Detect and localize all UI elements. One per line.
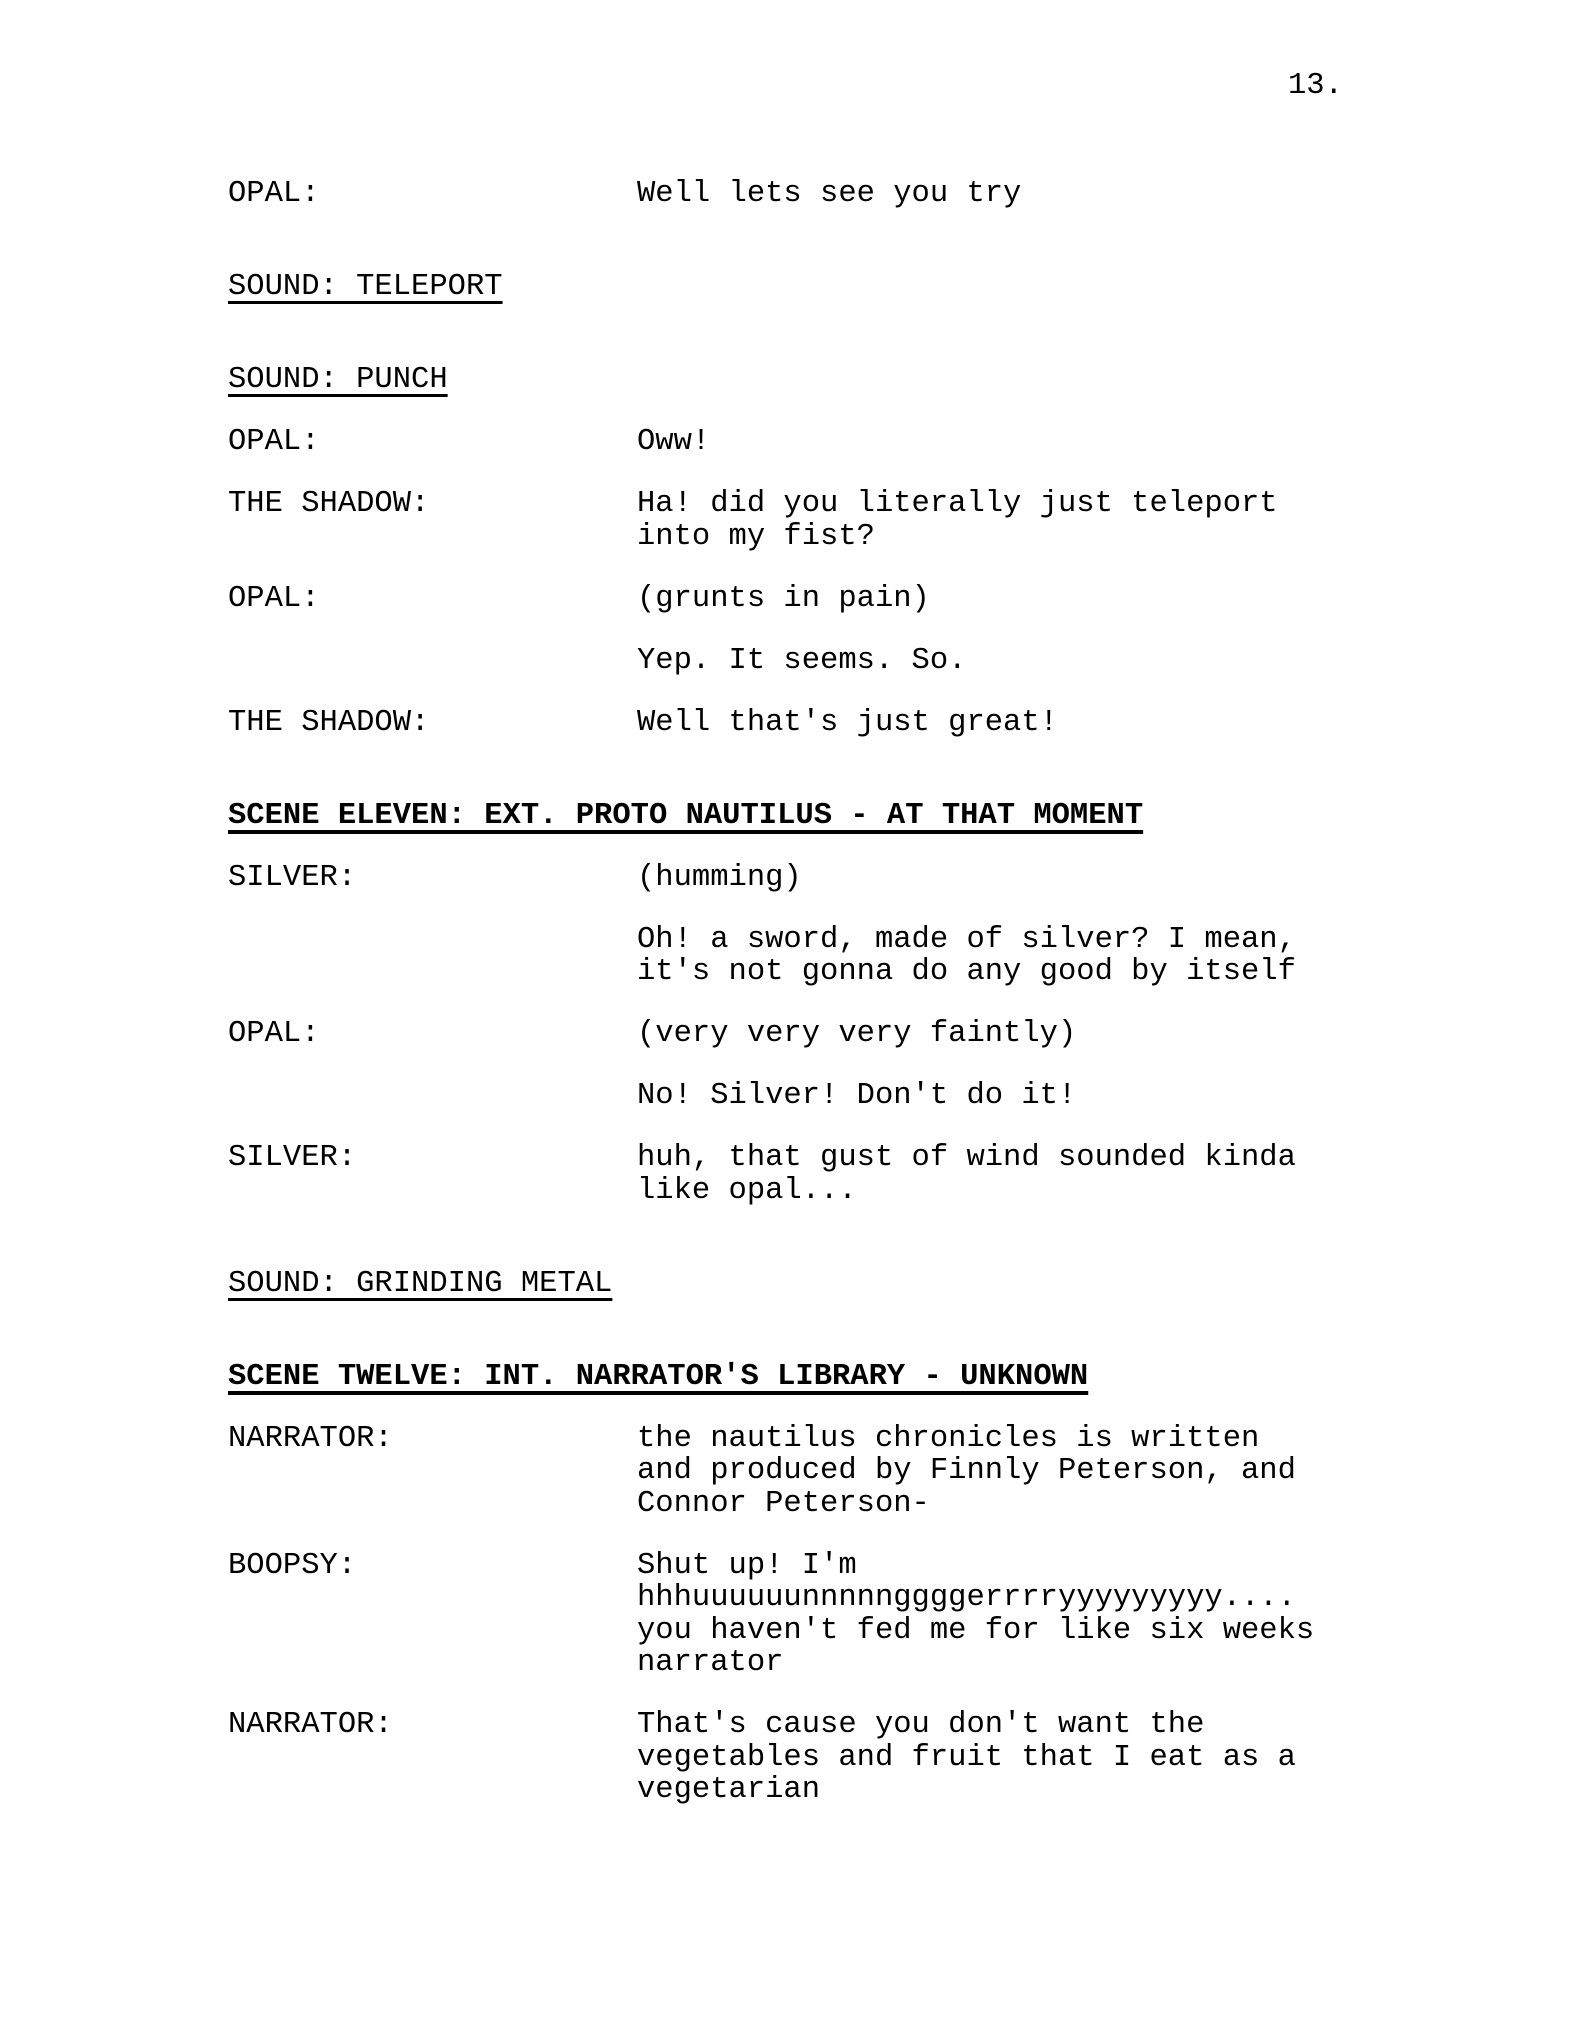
speaker-label: THE SHADOW: <box>228 705 430 740</box>
dialogue-text: Well that's just great! <box>637 705 1058 740</box>
speaker-label: OPAL: <box>228 177 320 211</box>
sound-cue: SOUND: GRINDING METAL <box>228 1266 613 1301</box>
speaker-label: OPAL: <box>228 581 320 616</box>
dialogue-block <box>228 583 1408 616</box>
dialogue-text: huh, that gust of wind sounded kinda like opal... <box>637 1141 1296 1208</box>
dialogue-block <box>228 1080 1408 1113</box>
dialogue-text: (very very very faintly) <box>637 1017 1077 1051</box>
script-blocks <box>228 178 1408 1836</box>
speaker-label: THE SHADOW: <box>228 487 430 521</box>
dialogue-block <box>228 1709 1408 1807</box>
sound-cue: SOUND: PUNCH <box>228 363 448 397</box>
dialogue-text: the nautilus chronicles is written and produced by Finnly Peterson, and Connor Peterson- <box>637 1421 1296 1521</box>
speaker-label: OPAL: <box>228 425 320 459</box>
dialogue-block <box>228 707 1408 740</box>
speaker-label: NARRATOR: <box>228 1421 393 1456</box>
dialogue-text: Shut up! I'm hhhuuuuuunnnnnggggerrrryyyyyyyyy.... you haven't fed me for like six weeks narrator <box>637 1548 1315 1680</box>
dialogue-text: Ha! did you literally just teleport into my fist? <box>637 487 1278 554</box>
scene-heading: SCENE TWELVE: INT. NARRATOR'S LIBRARY - UNKNOWN <box>228 1359 1089 1394</box>
dialogue-text: No! Silver! Don't do it! <box>637 1079 1077 1113</box>
dialogue-block <box>228 645 1408 678</box>
speaker-label: SILVER: <box>228 1141 357 1175</box>
dialogue-block <box>228 1018 1408 1051</box>
dialogue-block <box>228 924 1408 989</box>
dialogue-block <box>228 1423 1408 1521</box>
dialogue-text: Oh! a sword, made of silver? I mean, it's not gonna do any good by itself <box>637 922 1296 989</box>
speaker-label: SILVER: <box>228 860 357 895</box>
dialogue-text: Well lets see you try <box>637 177 1022 211</box>
scene-heading: SCENE ELEVEN: EXT. PROTO NAUTILUS - AT THAT MOMENT <box>228 798 1144 833</box>
dialogue-text: Yep. It seems. So. <box>637 643 967 678</box>
dialogue-text: Oww! <box>637 425 711 459</box>
dialogue-block <box>228 862 1408 895</box>
dialogue-block <box>228 1550 1408 1680</box>
speaker-label: NARRATOR: <box>228 1708 393 1742</box>
page-number: 13. <box>1288 69 1343 103</box>
speaker-label: BOOPSY: <box>228 1548 357 1583</box>
dialogue-text: That's cause you don't want the vegetables and fruit that I eat as a vegetarian <box>637 1708 1296 1807</box>
sound-cue: SOUND: TELEPORT <box>228 270 503 304</box>
dialogue-text: (humming) <box>637 860 802 895</box>
dialogue-text: (grunts in pain) <box>637 581 930 616</box>
speaker-label: OPAL: <box>228 1017 320 1051</box>
dialogue-block <box>228 1142 1408 1207</box>
dialogue-block <box>228 426 1408 459</box>
dialogue-block <box>228 178 1408 211</box>
dialogue-block <box>228 488 1408 553</box>
